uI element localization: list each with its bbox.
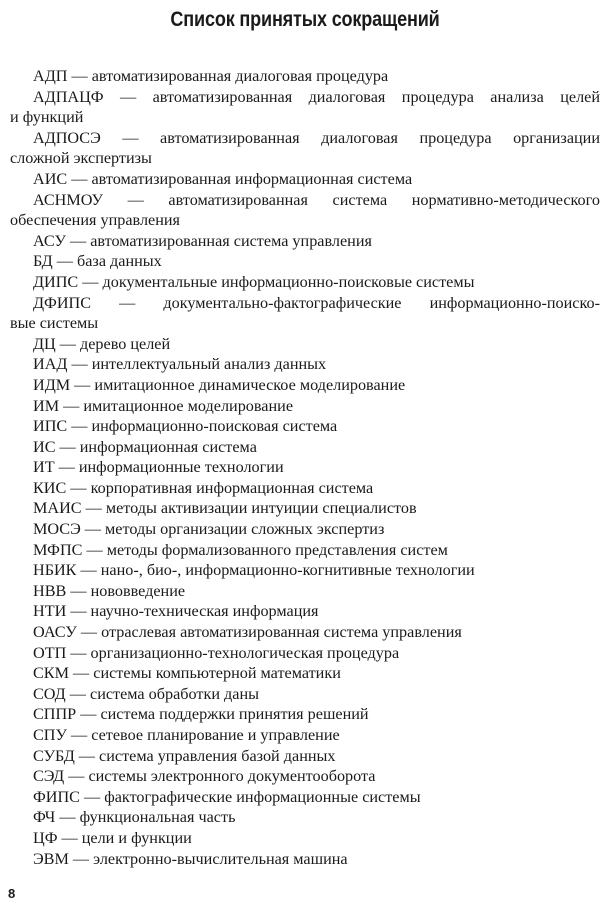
abbreviation-continuation-line: и функций [10,108,84,127]
abbreviation-line: ЭВМ — электронно-вычислительная машина [33,849,348,868]
abbreviation-entry [10,766,600,787]
abbreviation-entry [10,272,600,293]
abbreviation-line: ИМ — имитационное моделирование [33,396,294,415]
abbreviation-list [10,66,600,869]
abbreviation-line: АДПАЦФ — автоматизированная диалоговая процедура анализа целей [33,87,600,106]
abbreviation-line: ФЧ — функциональная часть [33,808,236,827]
abbreviation-line: ЦФ — цели и функции [33,828,192,847]
abbreviation-line: НТИ — научно-техническая информация [33,602,319,621]
abbreviation-continuation-line: обеспечения управления [10,211,180,230]
abbreviation-line: АСНМОУ — автоматизированная система нормативно-методического [33,190,600,209]
abbreviation-line: МФПС — методы формализованного представления систем [33,540,448,559]
abbreviation-line: ДИПС — документальные информационно-поисковые системы [33,272,475,291]
abbreviation-entry [10,251,600,272]
abbreviation-line: КИС — корпоративная информационная система [33,478,374,497]
abbreviation-entry [10,684,600,705]
abbreviation-entry [10,581,600,602]
abbreviation-entry [10,169,600,190]
abbreviation-entry [10,354,600,375]
abbreviation-entry [10,519,600,540]
abbreviation-line: ИДМ — имитационное динамическое моделирование [33,375,406,394]
abbreviation-entry [10,787,600,808]
abbreviation-entry [10,540,600,561]
abbreviation-entry [10,704,600,725]
abbreviation-line: ИАД — интеллектуальный анализ данных [33,355,327,374]
abbreviation-line: СУБД — система управления базой данных [33,746,336,765]
abbreviation-entry [10,849,600,870]
abbreviation-line: ОАСУ — отраслевая автоматизированная система управления [33,623,462,642]
abbreviation-line: ИТ — информационные технологии [33,458,284,477]
page-number: 8 [8,886,16,901]
abbreviation-entry [10,334,600,355]
abbreviation-line: СЭД — системы электронного документооборота [33,767,376,786]
abbreviation-entry [10,663,600,684]
abbreviation-line: АСУ — автоматизированная система управления [33,231,372,250]
abbreviation-line: НБИК — нано-, био-, информационно-когнитивные технологии [33,561,475,580]
abbreviation-entry [10,87,600,128]
abbreviation-entry [10,828,600,849]
abbreviation-entry [10,66,600,87]
abbreviation-entry [10,396,600,417]
abbreviation-entry [10,437,600,458]
abbreviation-line: МОСЭ — методы организации сложных экспертиз [33,520,385,539]
abbreviation-continuation-line: сложной экспертизы [10,149,152,168]
abbreviation-line: АИС — автоматизированная информационная система [33,169,413,188]
abbreviation-line: ФИПС — фактографические информационные системы [33,787,421,806]
abbreviation-entry [10,601,600,622]
abbreviation-entry [10,416,600,437]
abbreviation-line: ДЦ — дерево целей [33,334,171,353]
abbreviation-entry [10,231,600,252]
abbreviation-entry [10,478,600,499]
abbreviation-line: СОД — система обработки даны [33,684,259,703]
abbreviation-entry [10,128,600,169]
abbreviation-line: МАИС — методы активизации интуиции специалистов [33,499,417,518]
abbreviation-entry [10,725,600,746]
abbreviation-line: СППР — система поддержки принятия решений [33,705,369,724]
abbreviation-line: АДПОСЭ — автоматизированная диалоговая процедура организации [33,128,600,147]
abbreviation-line: АДП — автоматизированная диалоговая процедура [33,67,389,85]
abbreviation-entry [10,643,600,664]
abbreviation-entry [10,498,600,519]
page-title: Список принятых сокращений [170,8,440,31]
abbreviation-line: ИС — информационная система [33,437,257,456]
abbreviation-continuation-line: вые системы [10,314,99,333]
abbreviation-entry [10,293,600,334]
abbreviation-entry [10,807,600,828]
abbreviation-line: БД — база данных [33,252,162,271]
abbreviation-line: ИПС — информационно-поисковая система [33,417,338,436]
abbreviation-entry [10,190,600,231]
abbreviation-entry [10,457,600,478]
abbreviation-line: НВВ — нововведение [33,581,186,600]
abbreviation-line: ДФИПС — документально-фактографические информационно-поиско- [33,293,600,312]
abbreviation-entry [10,375,600,396]
abbreviation-entry [10,746,600,767]
abbreviation-entry [10,560,600,581]
abbreviation-entry [10,622,600,643]
abbreviation-line: ОТП — организационно-технологическая процедура [33,643,400,662]
abbreviation-line: СПУ — сетевое планирование и управление [33,726,340,744]
abbreviation-line: СКМ — системы компьютерной математики [33,664,341,683]
